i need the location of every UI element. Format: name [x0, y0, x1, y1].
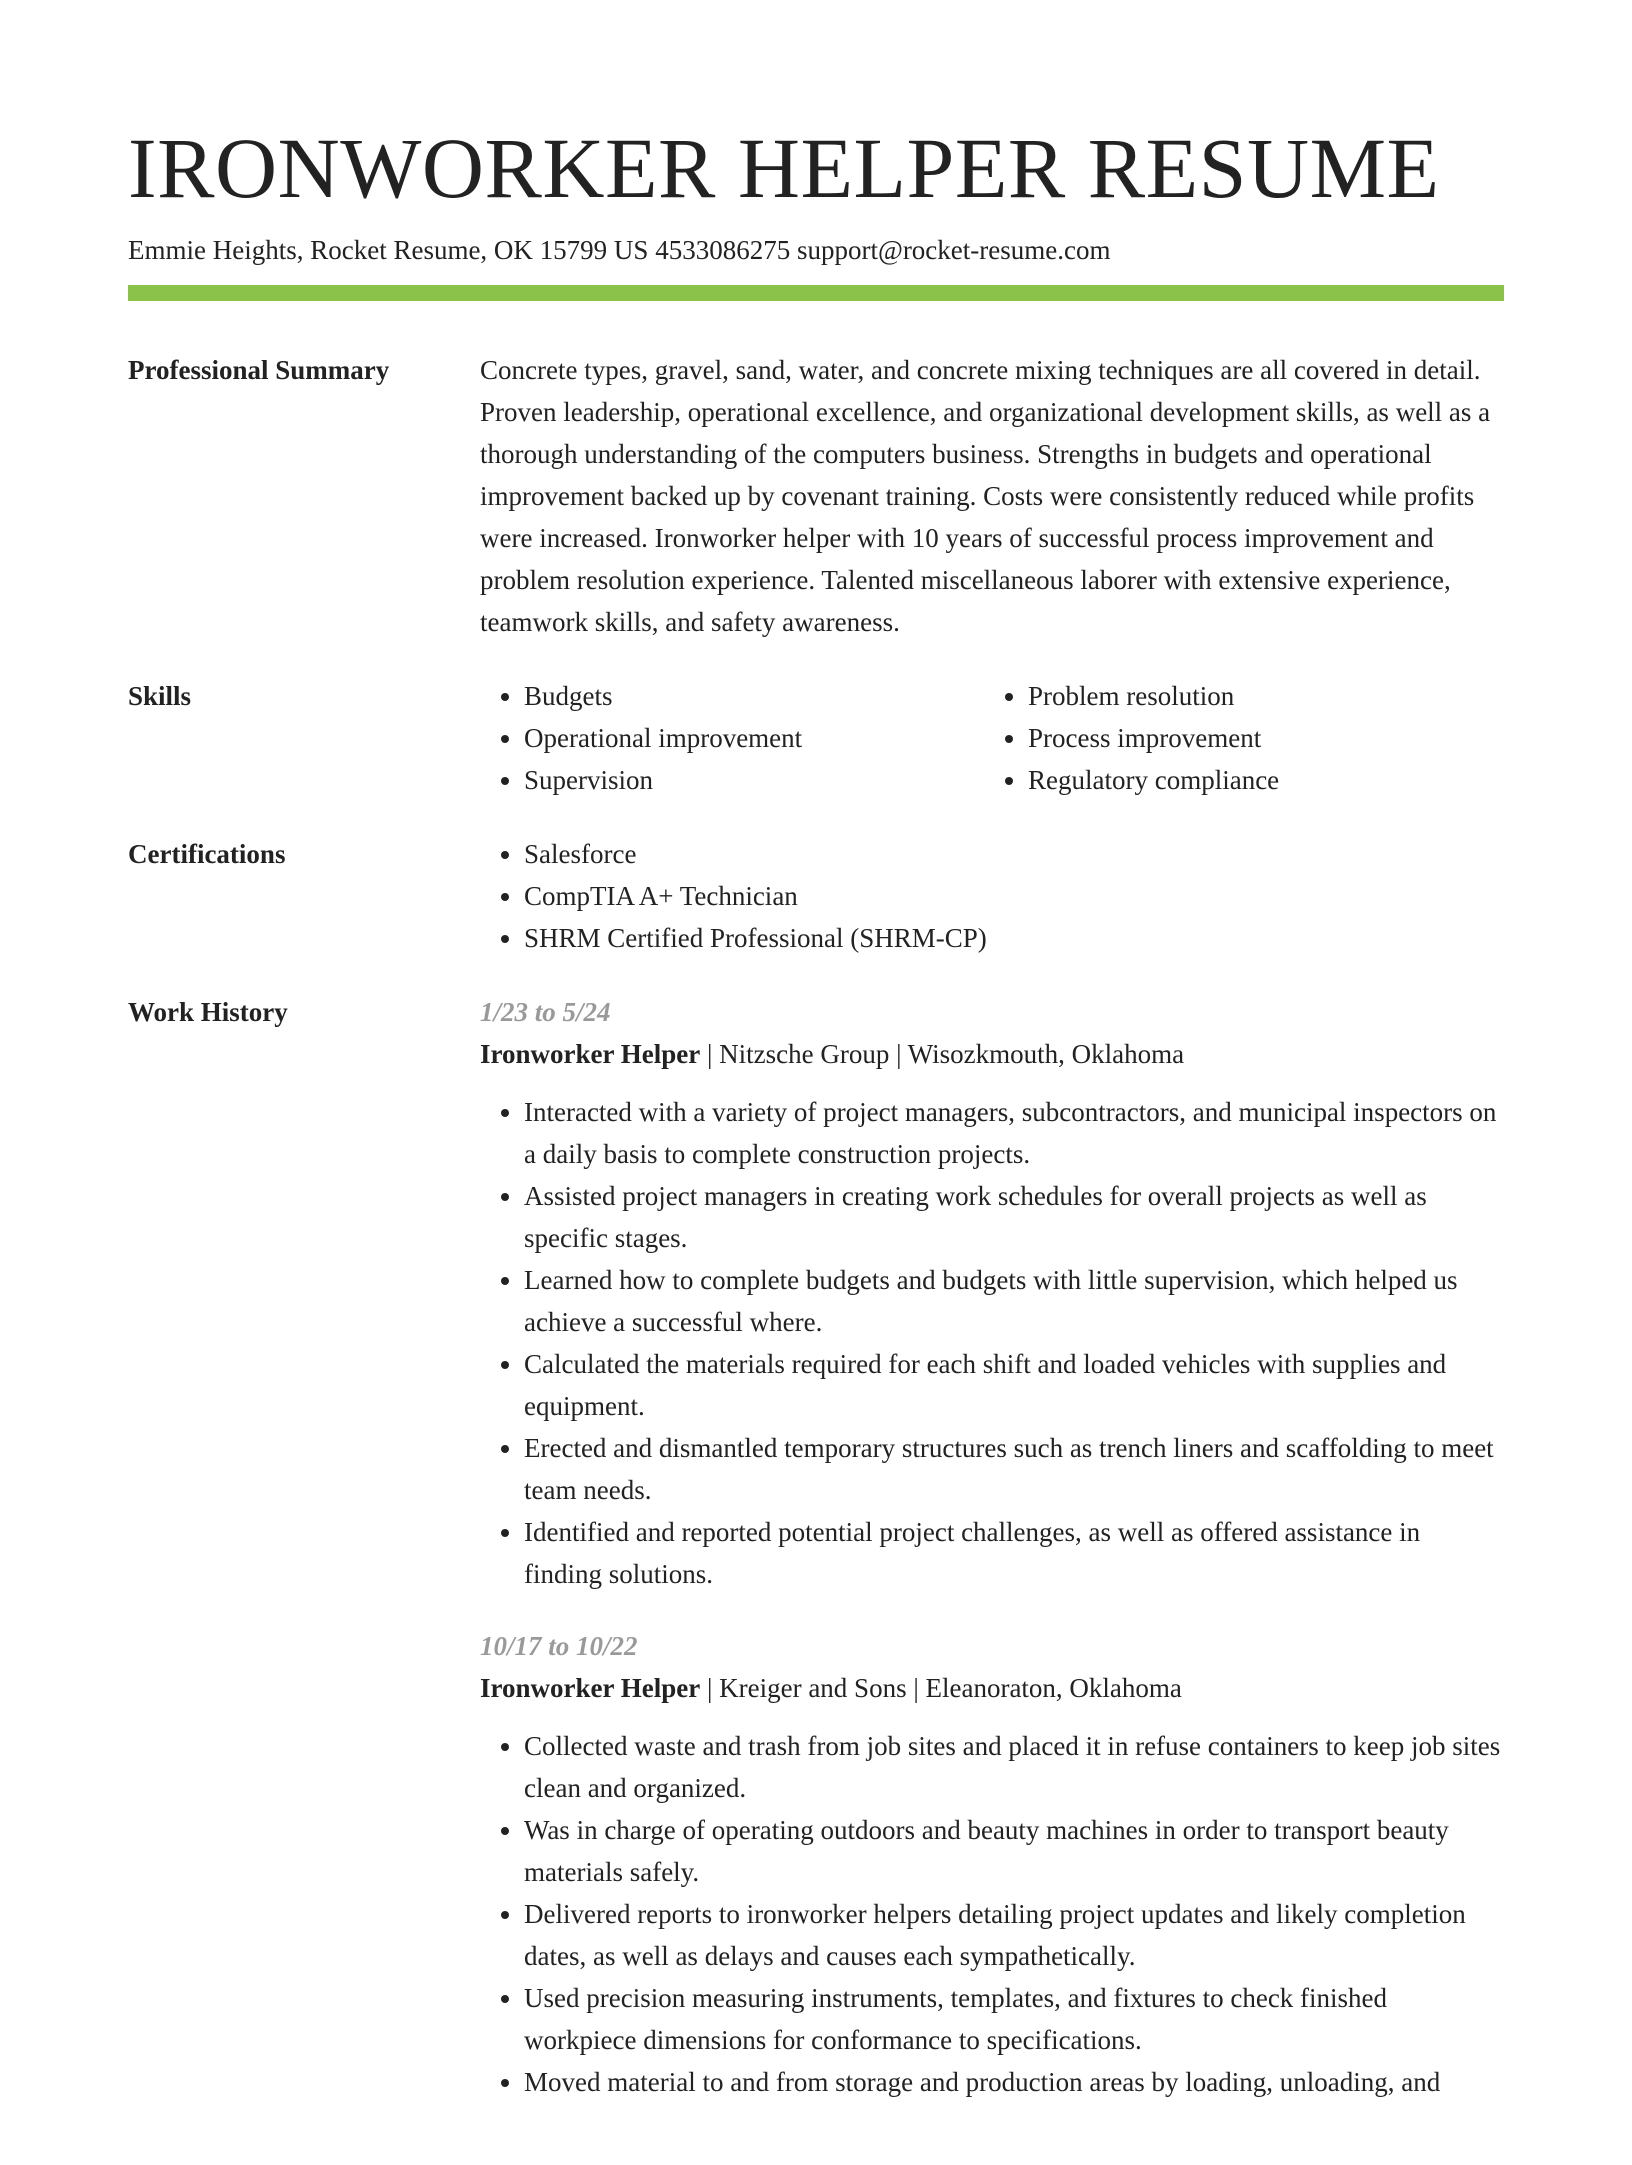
job-bullet: • Identified and reported potential project challenges, as well as offered assistance in finding solutions.: [524, 1511, 1504, 1595]
job-entry: [480, 991, 1504, 1595]
job-dates: 10/17 to 10/22: [480, 1631, 638, 1661]
job-bullet: • Interacted with a variety of project managers, subcontractors, and municipal inspectors on a daily basis to complete construction projects.: [524, 1091, 1504, 1175]
section-label-skills: Skills: [128, 681, 192, 711]
job-heading: [480, 1667, 1504, 1709]
work-history-section: [128, 991, 1504, 2133]
skill-item: • Supervision: [524, 759, 984, 801]
job-bullet: • Erected and dismantled temporary structures such as trench liners and scaffolding to meet team needs.: [524, 1427, 1504, 1511]
certification-item: • Salesforce: [524, 833, 1504, 875]
job-entry: [480, 1625, 1504, 2103]
section-label-work-history: Work History: [128, 997, 288, 1027]
job-bullet: • Moved material to and from storage and production areas by loading, unloading, and: [524, 2061, 1504, 2103]
skill-item: • Process improvement: [1028, 717, 1488, 759]
job-bullet: • Assisted project managers in creating work schedules for overall projects as well as specific stages.: [524, 1175, 1504, 1259]
header-divider: [128, 285, 1504, 301]
job-bullet: • Delivered reports to ironworker helpers detailing project updates and likely completion dates, as well as delays and causes each sympathetically.: [524, 1893, 1504, 1977]
certification-item: • CompTIA A+ Technician: [524, 875, 1504, 917]
job-bullets: [480, 1725, 1504, 2103]
job-title: Ironworker Helper: [480, 1039, 701, 1069]
resume-sections: [128, 349, 1504, 2165]
skills-column-left: [480, 675, 984, 801]
resume-title: IRONWORKER HELPER RESUME: [128, 120, 1440, 216]
job-bullets: [480, 1091, 1504, 1595]
job-dates: 1/23 to 5/24: [480, 997, 611, 1027]
job-bullet: • Used precision measuring instruments, templates, and fixtures to check finished workpiece dimensions for conformance to specifications.: [524, 1977, 1504, 2061]
skills-list-right: [984, 675, 1488, 801]
job-heading: [480, 1033, 1504, 1075]
job-bullet: • Calculated the materials required for each shift and loaded vehicles with supplies and equipment.: [524, 1343, 1504, 1427]
section-label-certifications: Certifications: [128, 839, 286, 869]
skill-item: • Problem resolution: [1028, 675, 1488, 717]
skills-column-right: [984, 675, 1488, 801]
certifications-section: [128, 833, 1504, 959]
job-title: Ironworker Helper: [480, 1673, 701, 1703]
certifications-list: [480, 833, 1504, 959]
job-bullet: • Was in charge of operating outdoors and beauty machines in order to transport beauty materials safely.: [524, 1809, 1504, 1893]
summary-text: Concrete types, gravel, sand, water, and concrete mixing techniques are all covered in detail. Proven leadership, operational excellence, and organizational development skills, as well as a thorough understanding of the computers business. Strengths in budgets and operational improvement backed up by covenant training. Costs were consistently reduced while profits were increased. Ironworker helper with 10 years of successful process improvement and problem resolution experience. Talented miscellaneous laborer with extensive experience, teamwork skills, and safety awareness.: [480, 355, 1491, 637]
job-details: | Kreiger and Sons | Eleanoraton, Oklahoma: [700, 1673, 1182, 1703]
skill-item: • Regulatory compliance: [1028, 759, 1488, 801]
skills-section: [128, 675, 1504, 801]
skill-item: • Operational improvement: [524, 717, 984, 759]
skill-item: • Budgets: [524, 675, 984, 717]
section-label-summary: Professional Summary: [128, 355, 390, 385]
certification-item: • SHRM Certified Professional (SHRM-CP): [524, 917, 1504, 959]
job-details: | Nitzsche Group | Wisozkmouth, Oklahoma: [700, 1039, 1185, 1069]
job-bullet: • Learned how to complete budgets and budgets with little supervision, which helped us achieve a successful where.: [524, 1259, 1504, 1343]
professional-summary-section: [128, 349, 1504, 643]
skills-list-left: [480, 675, 984, 801]
contact-line: Emmie Heights, Rocket Resume, OK 15799 US 4533086275 support@rocket-resume.com: [128, 235, 1111, 265]
job-bullet: • Collected waste and trash from job sites and placed it in refuse containers to keep job sites clean and organized.: [524, 1725, 1504, 1809]
